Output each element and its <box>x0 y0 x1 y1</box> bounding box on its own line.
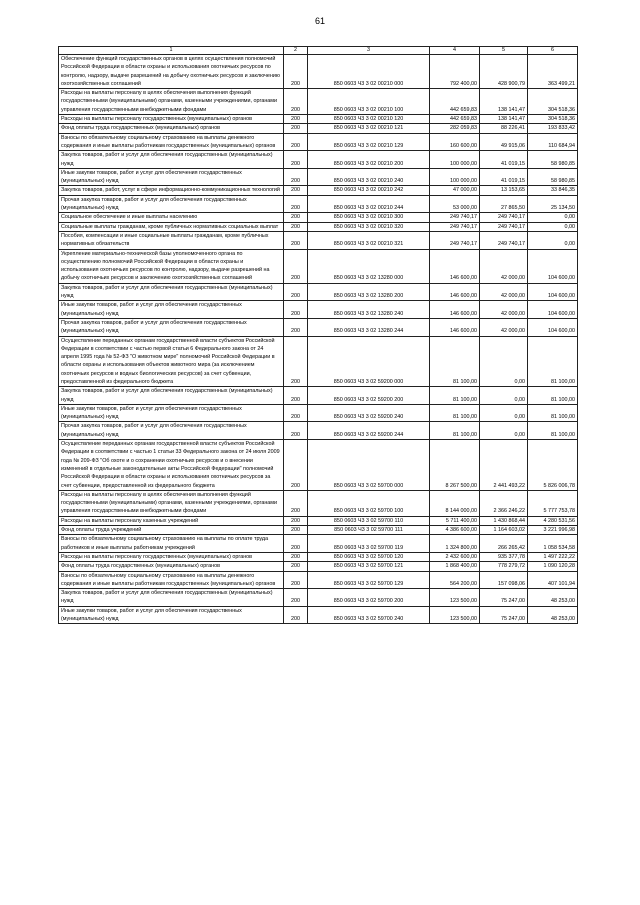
unexecuted-amount-cell: 58 980,85 <box>528 168 578 186</box>
table-row <box>59 318 578 336</box>
unexecuted-amount-cell: 4 280 531,56 <box>528 516 578 525</box>
line-code-cell: 200 <box>284 440 308 491</box>
column-header: 2 <box>284 47 308 55</box>
executed-amount-cell: 778 279,72 <box>480 562 528 571</box>
line-code-cell: 200 <box>284 387 308 405</box>
budget-classification-code-cell: 850 0603 Ч3 3 02 59700 120 <box>308 552 430 561</box>
budget-classification-code-cell: 850 0603 Ч3 3 02 59200 200 <box>308 387 430 405</box>
table-row <box>59 213 578 222</box>
expense-name-cell: Закупка товаров, работ и услуг для обеспечения государственных (муниципальных) нужд <box>59 151 284 169</box>
budget-classification-code-cell: 850 0603 Ч3 3 02 59700 200 <box>308 589 430 607</box>
line-code-cell: 200 <box>284 606 308 624</box>
table-row <box>59 490 578 516</box>
budget-classification-code-cell: 850 0603 Ч3 3 02 00210 321 <box>308 231 430 249</box>
unexecuted-amount-cell: 25 134,50 <box>528 195 578 213</box>
table-row <box>59 55 578 89</box>
approved-amount-cell: 160 600,00 <box>430 133 480 151</box>
approved-amount-cell: 146 600,00 <box>430 301 480 319</box>
budget-classification-code-cell: 850 0603 Ч3 3 02 00210 200 <box>308 151 430 169</box>
expense-name-cell: Фонд оплаты труда государственных (муниципальных) органов <box>59 562 284 571</box>
executed-amount-cell: 42 000,00 <box>480 318 528 336</box>
line-code-cell: 200 <box>284 231 308 249</box>
expense-name-cell: Расходы на выплаты персоналу государственных (муниципальных) органов <box>59 552 284 561</box>
executed-amount-cell: 75 247,00 <box>480 589 528 607</box>
approved-amount-cell: 100 000,00 <box>430 151 480 169</box>
approved-amount-cell: 564 200,00 <box>430 571 480 589</box>
executed-amount-cell: 935 377,78 <box>480 552 528 561</box>
budget-classification-code-cell: 850 0603 Ч3 3 02 59700 119 <box>308 535 430 553</box>
expense-name-cell: Социальные выплаты гражданам, кроме публичных нормативных социальных выплат <box>59 222 284 231</box>
table-row <box>59 133 578 151</box>
approved-amount-cell: 1 868 400,00 <box>430 562 480 571</box>
approved-amount-cell: 2 432 600,00 <box>430 552 480 561</box>
table-row <box>59 336 578 387</box>
budget-classification-code-cell: 850 0603 Ч3 3 02 00210 100 <box>308 89 430 115</box>
expense-name-cell: Закупка товаров, работ и услуг для обеспечения государственных (муниципальных) нужд <box>59 283 284 301</box>
expense-name-cell: Расходы на выплаты персоналу казенных учреждений <box>59 516 284 525</box>
unexecuted-amount-cell: 0,00 <box>528 222 578 231</box>
budget-classification-code-cell: 850 0603 Ч3 3 02 59200 240 <box>308 404 430 422</box>
table-row <box>59 606 578 624</box>
executed-amount-cell: 42 000,00 <box>480 283 528 301</box>
unexecuted-amount-cell: 81 100,00 <box>528 404 578 422</box>
table-row <box>59 535 578 553</box>
approved-amount-cell: 282 059,83 <box>430 124 480 133</box>
table-header-row <box>59 47 578 55</box>
budget-classification-code-cell: 850 0603 Ч3 3 02 13280 244 <box>308 318 430 336</box>
unexecuted-amount-cell: 104 600,00 <box>528 249 578 283</box>
executed-amount-cell: 138 141,47 <box>480 89 528 115</box>
executed-amount-cell: 88 226,41 <box>480 124 528 133</box>
line-code-cell: 200 <box>284 490 308 516</box>
line-code-cell: 200 <box>284 151 308 169</box>
executed-amount-cell: 42 000,00 <box>480 301 528 319</box>
line-code-cell: 200 <box>284 133 308 151</box>
line-code-cell: 200 <box>284 562 308 571</box>
approved-amount-cell: 53 000,00 <box>430 195 480 213</box>
executed-amount-cell: 249 740,17 <box>480 213 528 222</box>
expense-name-cell: Расходы на выплаты персоналу государственных (муниципальных) органов <box>59 115 284 124</box>
executed-amount-cell: 2 366 246,22 <box>480 490 528 516</box>
expense-name-cell: Пособия, компенсации и иные социальные выплаты гражданам, кроме публичных нормативных обязательств <box>59 231 284 249</box>
budget-classification-code-cell: 850 0603 Ч3 3 02 13280 240 <box>308 301 430 319</box>
expense-name-cell: Расходы на выплаты персоналу в целях обеспечения выполнения функций государственными (муниципальными) органами, казенными учреждениями, органами управления государственными внебюджетными фондами <box>59 490 284 516</box>
line-code-cell: 200 <box>284 552 308 561</box>
unexecuted-amount-cell: 104 600,00 <box>528 283 578 301</box>
table-row <box>59 249 578 283</box>
expense-name-cell: Расходы на выплаты персоналу в целях обеспечения выполнения функций государственными (муниципальными) органами, казенными учреждениями, органами управления государственными внебюджетными фондами <box>59 89 284 115</box>
line-code-cell: 200 <box>284 168 308 186</box>
unexecuted-amount-cell: 5 826 006,78 <box>528 440 578 491</box>
table-row <box>59 186 578 195</box>
expense-name-cell: Фонд оплаты труда государственных (муниципальных) органов <box>59 124 284 133</box>
table-row <box>59 516 578 525</box>
line-code-cell: 200 <box>284 571 308 589</box>
table-row <box>59 115 578 124</box>
executed-amount-cell: 2 441 493,22 <box>480 440 528 491</box>
line-code-cell: 200 <box>284 55 308 89</box>
column-header: 5 <box>480 47 528 55</box>
approved-amount-cell: 123 500,00 <box>430 589 480 607</box>
expense-name-cell: Социальное обеспечение и иные выплаты населению <box>59 213 284 222</box>
expense-name-cell: Иные закупки товаров, работ и услуг для обеспечения государственных (муниципальных) нужд <box>59 404 284 422</box>
unexecuted-amount-cell: 81 100,00 <box>528 387 578 405</box>
unexecuted-amount-cell: 1 497 222,22 <box>528 552 578 561</box>
table-row <box>59 526 578 535</box>
column-header: 1 <box>59 47 284 55</box>
budget-classification-code-cell: 850 0603 Ч3 3 02 59200 000 <box>308 336 430 387</box>
approved-amount-cell: 146 600,00 <box>430 283 480 301</box>
approved-amount-cell: 4 386 600,00 <box>430 526 480 535</box>
unexecuted-amount-cell: 48 253,00 <box>528 606 578 624</box>
table-row <box>59 151 578 169</box>
table-row <box>59 231 578 249</box>
executed-amount-cell: 0,00 <box>480 422 528 440</box>
executed-amount-cell: 1 430 868,44 <box>480 516 528 525</box>
line-code-cell: 200 <box>284 422 308 440</box>
expense-name-cell: Иные закупки товаров, работ и услуг для обеспечения государственных (муниципальных) нужд <box>59 168 284 186</box>
expense-name-cell: Прочая закупка товаров, работ и услуг для обеспечения государственных (муниципальных) нужд <box>59 422 284 440</box>
line-code-cell: 200 <box>284 516 308 525</box>
expense-name-cell: Иные закупки товаров, работ и услуг для обеспечения государственных (муниципальных) нужд <box>59 606 284 624</box>
budget-classification-code-cell: 850 0603 Ч3 3 02 00210 244 <box>308 195 430 213</box>
executed-amount-cell: 266 265,42 <box>480 535 528 553</box>
unexecuted-amount-cell: 407 101,94 <box>528 571 578 589</box>
executed-amount-cell: 0,00 <box>480 336 528 387</box>
budget-classification-code-cell: 850 0603 Ч3 3 02 59700 129 <box>308 571 430 589</box>
approved-amount-cell: 81 100,00 <box>430 404 480 422</box>
budget-classification-code-cell: 850 0603 Ч3 3 02 00210 129 <box>308 133 430 151</box>
budget-classification-code-cell: 850 0603 Ч3 3 02 00210 120 <box>308 115 430 124</box>
budget-classification-code-cell: 850 0603 Ч3 3 02 59700 100 <box>308 490 430 516</box>
page-number: 61 <box>314 16 325 26</box>
expense-name-cell: Закупка товаров, работ и услуг для обеспечения государственных (муниципальных) нужд <box>59 387 284 405</box>
approved-amount-cell: 249 740,17 <box>430 222 480 231</box>
table-row <box>59 124 578 133</box>
unexecuted-amount-cell: 104 600,00 <box>528 301 578 319</box>
unexecuted-amount-cell: 110 684,94 <box>528 133 578 151</box>
line-code-cell: 200 <box>284 124 308 133</box>
executed-amount-cell: 42 000,00 <box>480 249 528 283</box>
table-row <box>59 562 578 571</box>
table-row <box>59 387 578 405</box>
budget-classification-code-cell: 850 0603 Ч3 3 02 00210 121 <box>308 124 430 133</box>
approved-amount-cell: 5 711 400,00 <box>430 516 480 525</box>
unexecuted-amount-cell: 363 499,21 <box>528 55 578 89</box>
budget-classification-code-cell: 850 0603 Ч3 3 02 00210 240 <box>308 168 430 186</box>
line-code-cell: 200 <box>284 301 308 319</box>
approved-amount-cell: 249 740,17 <box>430 213 480 222</box>
approved-amount-cell: 8 144 000,00 <box>430 490 480 516</box>
line-code-cell: 200 <box>284 213 308 222</box>
expense-name-cell: Иные закупки товаров, работ и услуг для обеспечения государственных (муниципальных) нужд <box>59 301 284 319</box>
unexecuted-amount-cell: 104 600,00 <box>528 318 578 336</box>
table-body <box>59 55 578 624</box>
table-row <box>59 571 578 589</box>
budget-classification-code-cell: 850 0603 Ч3 3 02 59700 110 <box>308 516 430 525</box>
budget-classification-code-cell: 850 0603 Ч3 3 02 00210 000 <box>308 55 430 89</box>
executed-amount-cell: 0,00 <box>480 404 528 422</box>
executed-amount-cell: 249 740,17 <box>480 231 528 249</box>
executed-amount-cell: 138 141,47 <box>480 115 528 124</box>
executed-amount-cell: 13 153,65 <box>480 186 528 195</box>
budget-classification-code-cell: 850 0603 Ч3 3 02 00210 242 <box>308 186 430 195</box>
line-code-cell: 200 <box>284 186 308 195</box>
table-row <box>59 301 578 319</box>
table-row <box>59 552 578 561</box>
line-code-cell: 200 <box>284 318 308 336</box>
column-header: 6 <box>528 47 578 55</box>
expense-name-cell: Обеспечение функций государственных органов в целях осуществления полномочий Российской Федерации в области охраны и использования охотничьих ресурсов по контролю, надзору, выдаче разрешений на добычу охотничьих ресурсов и заключению охотхозяйственных соглашений <box>59 55 284 89</box>
unexecuted-amount-cell: 48 253,00 <box>528 589 578 607</box>
approved-amount-cell: 81 100,00 <box>430 422 480 440</box>
expense-name-cell: Закупка товаров, работ, услуг в сфере информационно-коммуникационных технологий <box>59 186 284 195</box>
approved-amount-cell: 146 600,00 <box>430 249 480 283</box>
expense-name-cell: Взносы по обязательному социальному страхованию на выплаты денежного содержания и иные выплаты работникам государственных (муниципальных) органов <box>59 571 284 589</box>
expense-name-cell: Прочая закупка товаров, работ и услуг для обеспечения государственных (муниципальных) нужд <box>59 195 284 213</box>
budget-classification-code-cell: 850 0603 Ч3 3 02 13280 000 <box>308 249 430 283</box>
unexecuted-amount-cell: 0,00 <box>528 231 578 249</box>
expense-name-cell: Взносы по обязательному социальному страхованию на выплаты по оплате труда работников и иные выплаты работникам учреждений <box>59 535 284 553</box>
table-row <box>59 222 578 231</box>
unexecuted-amount-cell: 3 221 996,98 <box>528 526 578 535</box>
table-row <box>59 168 578 186</box>
executed-amount-cell: 41 019,15 <box>480 168 528 186</box>
budget-table <box>58 46 578 624</box>
expense-name-cell: Укрепление материально-технической базы уполномоченного органа по осуществлению полномочий Российской Федерации в области охраны и использования охотничьих ресурсов по контролю, надзору, выдаче разрешений на добычу охотничьих ресурсов и заключению охотхозяйственных соглашений <box>59 249 284 283</box>
unexecuted-amount-cell: 33 846,35 <box>528 186 578 195</box>
budget-classification-code-cell: 850 0603 Ч3 3 02 00210 320 <box>308 222 430 231</box>
table-row <box>59 422 578 440</box>
line-code-cell: 200 <box>284 526 308 535</box>
budget-classification-code-cell: 850 0603 Ч3 3 02 59700 121 <box>308 562 430 571</box>
unexecuted-amount-cell: 5 777 753,78 <box>528 490 578 516</box>
executed-amount-cell: 157 098,06 <box>480 571 528 589</box>
expense-name-cell: Взносы по обязательному социальному страхованию на выплаты денежного содержания и иные выплаты работникам государственных (муниципальных) органов <box>59 133 284 151</box>
expense-name-cell: Осуществление переданных органам государственной власти субъектов Российской Федерации в соответствии с частью первой статьи 6 Федерального закона от 24 апреля 1995 года № 52-ФЗ "О животном мире" полномочий Российской Федерации в области охраны и использования объектов животного мира (за исключением охотничьих ресурсов и водных биологических ресурсов) за счет субвенции, предоставленной из федерального бюджета <box>59 336 284 387</box>
column-header: 3 <box>308 47 430 55</box>
executed-amount-cell: 41 019,15 <box>480 151 528 169</box>
approved-amount-cell: 442 659,83 <box>430 115 480 124</box>
table-row <box>59 440 578 491</box>
budget-classification-code-cell: 850 0603 Ч3 3 02 59200 244 <box>308 422 430 440</box>
budget-classification-code-cell: 850 0603 Ч3 3 02 00210 300 <box>308 213 430 222</box>
approved-amount-cell: 81 100,00 <box>430 336 480 387</box>
line-code-cell: 200 <box>284 336 308 387</box>
unexecuted-amount-cell: 0,00 <box>528 213 578 222</box>
unexecuted-amount-cell: 304 518,36 <box>528 89 578 115</box>
executed-amount-cell: 1 164 603,02 <box>480 526 528 535</box>
unexecuted-amount-cell: 1 058 534,58 <box>528 535 578 553</box>
approved-amount-cell: 249 740,17 <box>430 231 480 249</box>
line-code-cell: 200 <box>284 283 308 301</box>
executed-amount-cell: 249 740,17 <box>480 222 528 231</box>
expense-name-cell: Прочая закупка товаров, работ и услуг для обеспечения государственных (муниципальных) нужд <box>59 318 284 336</box>
budget-classification-code-cell: 850 0603 Ч3 3 02 59700 111 <box>308 526 430 535</box>
line-code-cell: 200 <box>284 195 308 213</box>
line-code-cell: 200 <box>284 89 308 115</box>
executed-amount-cell: 27 865,50 <box>480 195 528 213</box>
unexecuted-amount-cell: 81 100,00 <box>528 422 578 440</box>
table-row <box>59 283 578 301</box>
approved-amount-cell: 100 000,00 <box>430 168 480 186</box>
line-code-cell: 200 <box>284 115 308 124</box>
table-row <box>59 195 578 213</box>
expense-name-cell: Фонд оплаты труда учреждений <box>59 526 284 535</box>
budget-classification-code-cell: 850 0603 Ч3 3 02 13280 200 <box>308 283 430 301</box>
line-code-cell: 200 <box>284 535 308 553</box>
approved-amount-cell: 123 500,00 <box>430 606 480 624</box>
executed-amount-cell: 428 900,79 <box>480 55 528 89</box>
line-code-cell: 200 <box>284 249 308 283</box>
line-code-cell: 200 <box>284 589 308 607</box>
line-code-cell: 200 <box>284 222 308 231</box>
unexecuted-amount-cell: 1 090 120,28 <box>528 562 578 571</box>
column-header: 4 <box>430 47 480 55</box>
budget-classification-code-cell: 850 0603 Ч3 3 02 59700 240 <box>308 606 430 624</box>
table-row <box>59 589 578 607</box>
unexecuted-amount-cell: 193 833,42 <box>528 124 578 133</box>
approved-amount-cell: 1 324 800,00 <box>430 535 480 553</box>
executed-amount-cell: 0,00 <box>480 387 528 405</box>
unexecuted-amount-cell: 81 100,00 <box>528 336 578 387</box>
executed-amount-cell: 49 915,06 <box>480 133 528 151</box>
approved-amount-cell: 146 600,00 <box>430 318 480 336</box>
unexecuted-amount-cell: 58 980,85 <box>528 151 578 169</box>
line-code-cell: 200 <box>284 404 308 422</box>
executed-amount-cell: 75 247,00 <box>480 606 528 624</box>
table-row <box>59 89 578 115</box>
unexecuted-amount-cell: 304 518,36 <box>528 115 578 124</box>
approved-amount-cell: 442 659,83 <box>430 89 480 115</box>
approved-amount-cell: 81 100,00 <box>430 387 480 405</box>
expense-name-cell: Закупка товаров, работ и услуг для обеспечения государственных (муниципальных) нужд <box>59 589 284 607</box>
budget-classification-code-cell: 850 0603 Ч3 3 02 59700 000 <box>308 440 430 491</box>
approved-amount-cell: 792 400,00 <box>430 55 480 89</box>
approved-amount-cell: 8 267 500,00 <box>430 440 480 491</box>
table-row <box>59 404 578 422</box>
expense-name-cell: Осуществление переданных органам государственной власти субъектов Российской Федерации в соответствии с частью 1 статьи 33 Федерального закона от 24 июля 2009 года № 209-ФЗ "Об охоте и о сохранении охотничьих ресурсов и о внесении изменений в отдельные законодательные акты Российской Федерации" полномочий Российской Федерации в области охраны и использования охотничьих ресурсов за счет субвенции, предоставленной из федерального бюджета <box>59 440 284 491</box>
approved-amount-cell: 47 000,00 <box>430 186 480 195</box>
